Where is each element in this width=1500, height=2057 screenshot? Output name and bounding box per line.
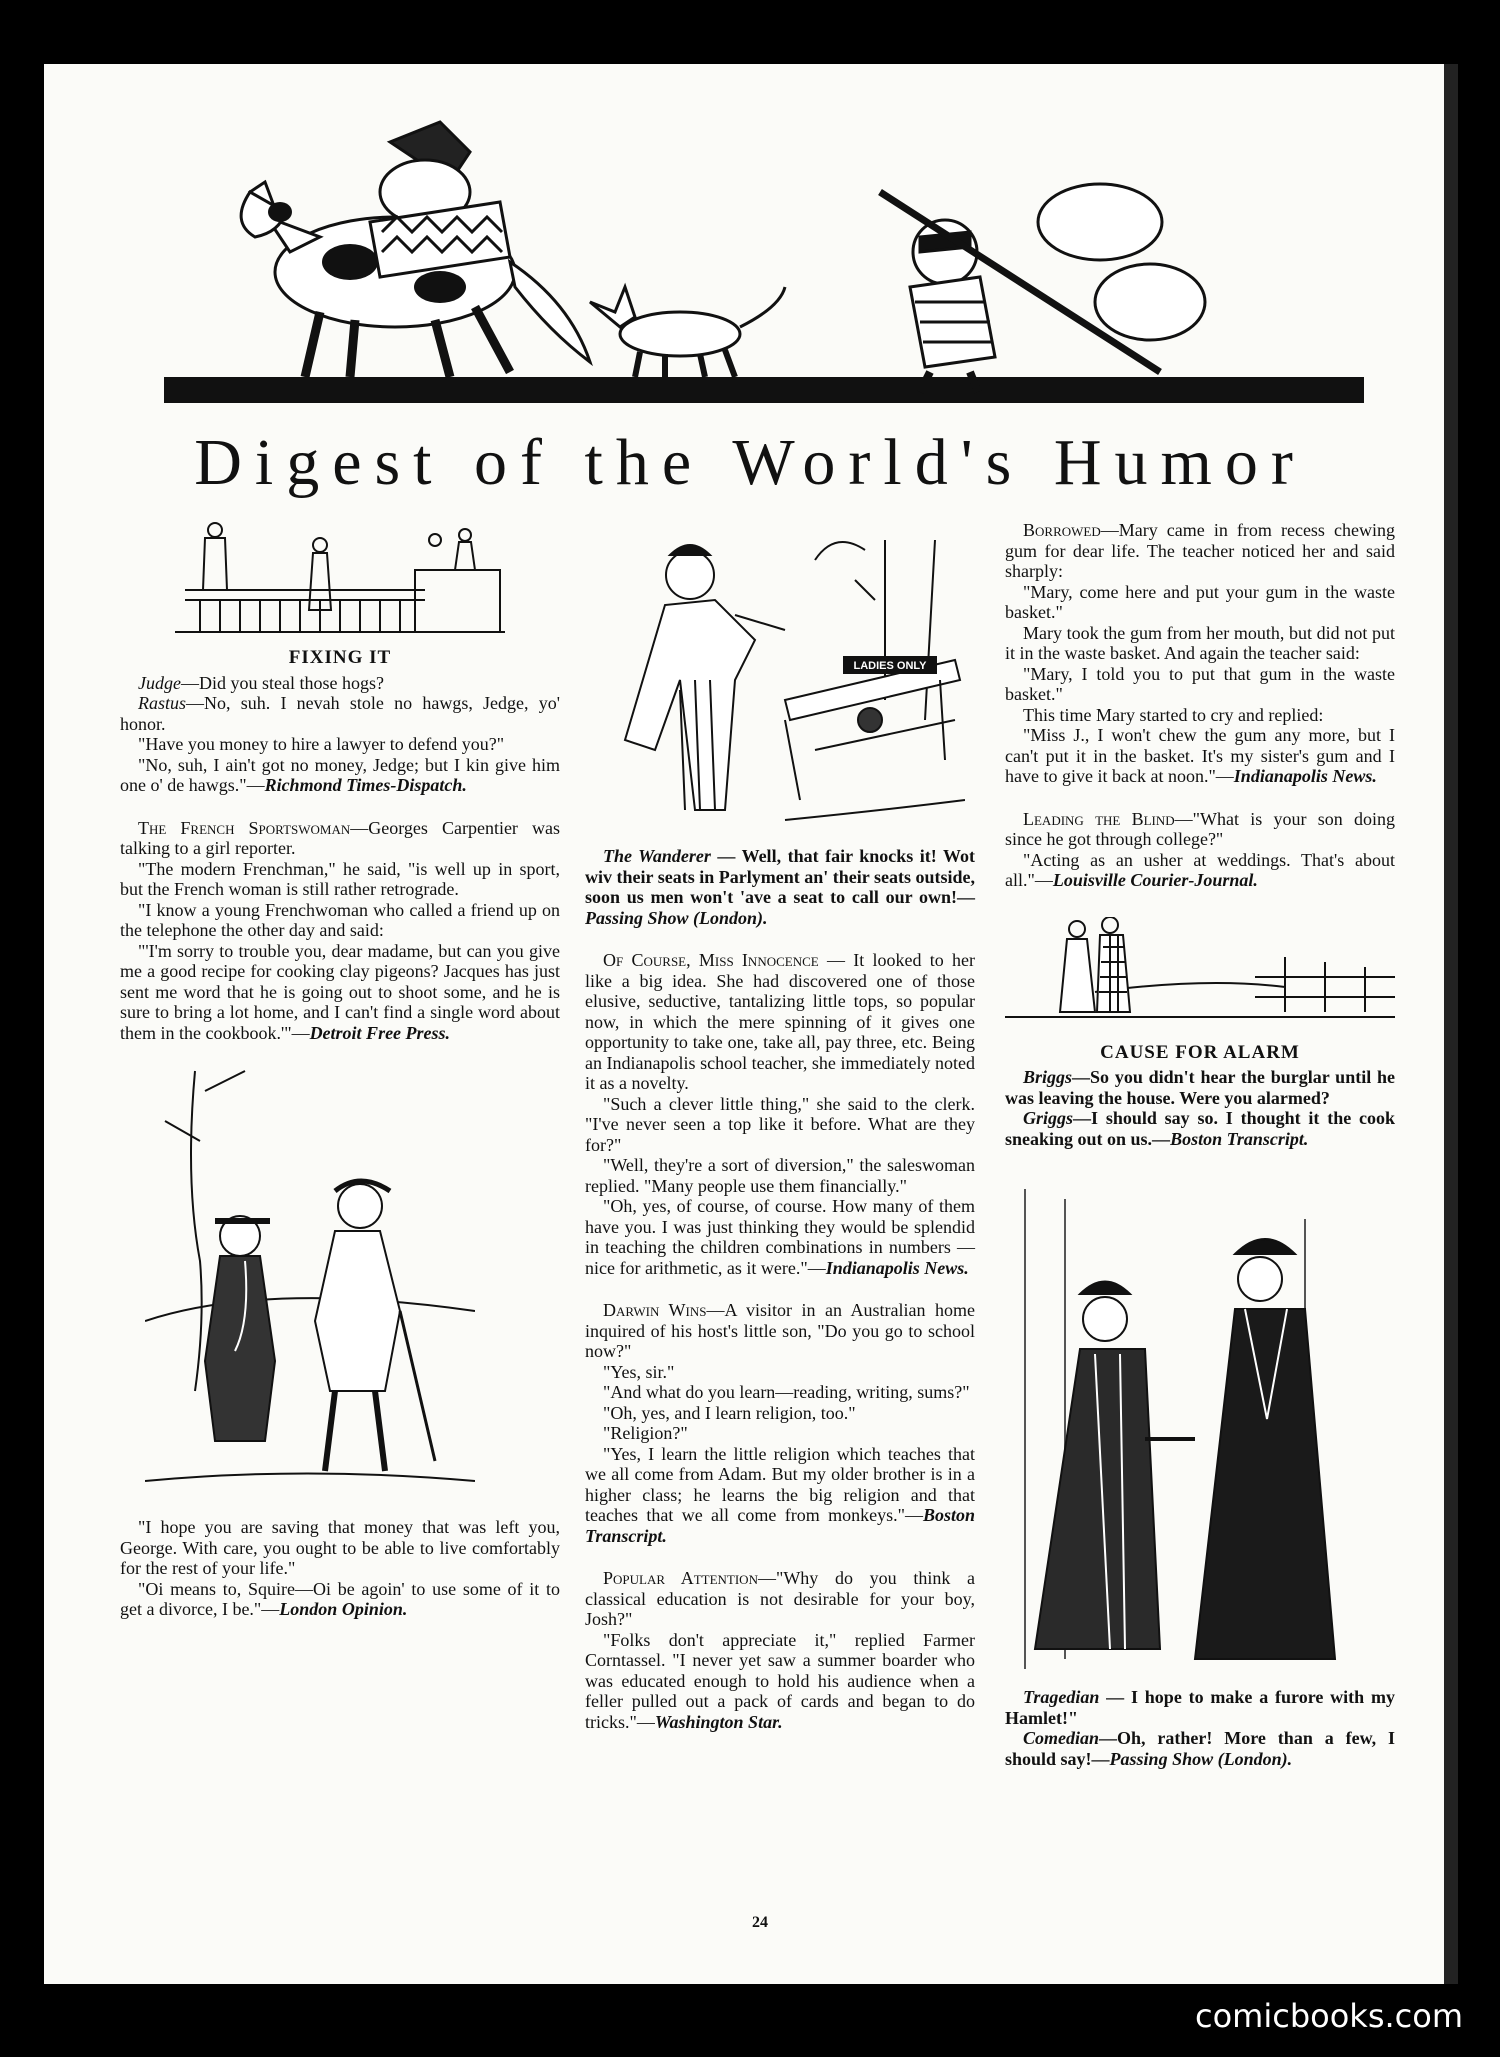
innocence-line1	[585, 950, 975, 1094]
text: "Folks don't appreciate it," replied Farmer Corntassel. "I never yet saw a summer boarder who was educated enough to hold his audience when a feller pulled out a pack of cards and began to do tricks."—	[585, 1629, 975, 1732]
speaker-wanderer: The Wanderer	[603, 846, 711, 866]
sportswoman-line2: "The modern Frenchman," he said, "is well up in sport, but the French woman is still rather retrograde.	[120, 858, 560, 899]
tragedian-line1	[1005, 1687, 1395, 1728]
george-line1: "I hope you are saving that money that was left you, George. With care, you ought to be able to live comfortably for the rest of your life."	[120, 1517, 560, 1578]
speaker-tragedian: Tragedian	[1023, 1687, 1100, 1707]
darwin-line3: "And what do you learn—reading, writing, sums?"	[603, 1382, 970, 1402]
alarm-line1	[1005, 1067, 1395, 1108]
speaker-judge: Judge	[138, 672, 181, 693]
fixing-it-line4	[120, 755, 560, 796]
george-line2	[120, 1579, 560, 1620]
text: "Acting as an usher at weddings. That's about all."—	[1005, 849, 1395, 890]
text: —Oh, rather! More than a few, I should say!—	[1005, 1728, 1395, 1769]
speaker-rastus: Rastus	[138, 693, 187, 713]
text: — Well, that fair knocks it! Wot wiv their seats in Parlyment an' their seats outside, soon us men won't 'ave a seat to call our own!—	[585, 846, 975, 907]
source: Indianapolis News.	[825, 1257, 969, 1278]
fixing-it-line1	[120, 673, 560, 694]
courtroom-illustration	[175, 520, 505, 642]
fixing-it-line2	[120, 693, 560, 734]
darwin-line1	[585, 1300, 975, 1362]
attention-line1	[585, 1568, 975, 1630]
blind-line2	[1005, 850, 1395, 891]
darwin-line2: "Yes, sir."	[603, 1361, 675, 1382]
innocence-line3: "Well, they're a sort of diversion," the saleswoman replied. "Many people use them financially."	[585, 1155, 975, 1196]
text: —"Why do you think a classical education is not desirable for your boy, Josh?"	[585, 1568, 976, 1629]
text: —Did you steal those hogs?	[180, 672, 384, 693]
text: "Oi means to, Squire—Oi be agoin' to use some of it to get a divorce, I be."—	[120, 1578, 560, 1619]
facing-page-edge	[1444, 64, 1458, 1984]
source: Boston Transcript.	[585, 1505, 975, 1546]
text: —"What is your son doing since he got through college?"	[1005, 808, 1395, 849]
text: "Yes, I learn the little religion which teaches that we all come from Adam. But my older brother is in a higher class; he learns the big religion and that teaches that we all come from monkeys."—	[585, 1443, 975, 1525]
borrowed-line5: This time Mary started to cry and replied:	[1023, 704, 1324, 725]
text: "No, suh, I ain't got no money, Jedge; but I kin give him one o' de hawgs."—	[120, 754, 560, 795]
ladies-only-sign-text: LADIES ONLY	[853, 660, 927, 672]
lead-blind: Leading the Blind	[1023, 808, 1175, 829]
wanderer-illustration	[585, 520, 965, 840]
site-watermark: comicbooks.com	[1184, 1993, 1474, 2039]
text: "Oh, yes, of course, of course. How many of them have you. I was just thinking they would be splendid in teaching the children combinations in numbers — nice for arithmetic, as it were."—	[585, 1196, 975, 1278]
fixing-it-line3: "Have you money to hire a lawyer to defend you?"	[138, 734, 505, 754]
source: Passing Show (London).	[585, 907, 768, 928]
innocence-line4	[585, 1196, 975, 1278]
lead-darwin: Darwin Wins	[603, 1300, 707, 1320]
sportswoman-line4	[120, 941, 560, 1044]
text: —Mary came in from recess chewing gum for dear life. The teacher noticed her and said sharply:	[1005, 520, 1395, 581]
borrowed-line4: "Mary, I told you to put that gum in the waste basket."	[1005, 663, 1395, 704]
heading-fixing-it: FIXING IT	[288, 647, 392, 668]
lead-borrowed: Borrowed	[1023, 520, 1101, 540]
borrowed-line2: "Mary, come here and put your gum in the waste basket."	[1005, 581, 1395, 622]
innocence-line2: "Such a clever little thing," she said to the clerk. "I've never seen a top like it before. What are they for?"	[585, 1093, 975, 1155]
text: —I should say so. I thought it the cook sneaking out on us.—	[1005, 1108, 1395, 1149]
source: London Opinion.	[279, 1599, 408, 1619]
tragedian-line2	[1005, 1728, 1395, 1769]
text: "'I'm sorry to trouble you, dear madame, but can you give me a good recipe for cooking clay pigeons? Jacques has just sent me word that he is going out to shoot some, and he is sure to bring a lot home, and I can't find a single word about them in the cookbook.'"—	[120, 940, 560, 1043]
lead-sportswoman: The French Sportswoman	[138, 817, 351, 838]
column-left	[120, 520, 560, 1620]
darwin-line6	[585, 1444, 975, 1547]
attention-line2	[585, 1630, 975, 1733]
borrowed-line6	[1005, 725, 1395, 787]
borrowed-line3: Mary took the gum from her mouth, but did not put it in the waste basket. And again the teacher said:	[1005, 622, 1395, 663]
darwin-line4: "Oh, yes, and I learn religion, too."	[603, 1402, 856, 1423]
text: —No, suh. I nevah stole no hawgs, Jedge, yo' honor.	[120, 693, 560, 734]
banner-illustration	[120, 72, 1370, 412]
page-title: Digest of the World's Humor	[194, 426, 1306, 499]
sportswoman-line3: "I know a young Frenchwoman who called a friend up on the telephone the other day and said:	[120, 899, 560, 940]
lead-innocence: Of Course, Miss Innocence	[603, 950, 819, 970]
page-number: 24	[752, 1914, 768, 1931]
source: Washington Star.	[654, 1711, 783, 1732]
text: "Miss J., I won't chew the gum any more, but I can't put it in the basket. It's my sister's gum and I have to give it back at noon."—	[1005, 725, 1395, 786]
wanderer-caption	[585, 846, 975, 928]
darwin-line5: "Religion?"	[603, 1423, 688, 1443]
text: —Georges Carpentier was talking to a girl reporter.	[120, 817, 560, 858]
lead-attention: Popular Attention	[603, 1568, 758, 1588]
blind-line1	[1005, 809, 1395, 850]
couple-illustration	[1005, 917, 1395, 1037]
column-right	[1005, 520, 1395, 1769]
borrowed-line1	[1005, 520, 1395, 582]
source: Richmond Times-Dispatch.	[264, 775, 467, 795]
text: — I hope to make a furore with my Hamlet!"	[1005, 1687, 1395, 1728]
text: —A visitor in an Australian home inquired of his host's little son, "Do you go to school now?"	[585, 1300, 975, 1361]
source: Detroit Free Press.	[309, 1022, 451, 1043]
squire-illustration	[145, 1061, 475, 1501]
text: — It looked to her like a big idea. She had discovered one of those elusive, seductive, tantalizing little tops, so popular now, in which the mere spinning of it gives one opportunity to take one, take all, pay three, etc. Being an Indianapolis school teacher, she immediately noted it as a novelty.	[585, 950, 975, 1093]
heading-cause-for-alarm: CAUSE FOR ALARM	[1100, 1041, 1300, 1063]
speaker-briggs: Briggs	[1023, 1067, 1073, 1087]
speaker-griggs: Griggs	[1023, 1108, 1074, 1128]
alarm-line2	[1005, 1108, 1395, 1149]
source: Indianapolis News.	[1233, 766, 1377, 786]
speaker-comedian: Comedian	[1023, 1728, 1100, 1748]
source: Passing Show (London).	[1109, 1748, 1293, 1769]
source: Louisville Courier-Journal.	[1052, 870, 1258, 890]
text: —So you didn't hear the burglar until he was leaving the house. Were you alarmed?	[1005, 1067, 1395, 1108]
sportswoman-line1	[120, 818, 560, 859]
source: Boston Transcript.	[1170, 1128, 1309, 1149]
column-middle	[585, 520, 975, 1732]
tragedian-illustration	[1005, 1179, 1395, 1679]
